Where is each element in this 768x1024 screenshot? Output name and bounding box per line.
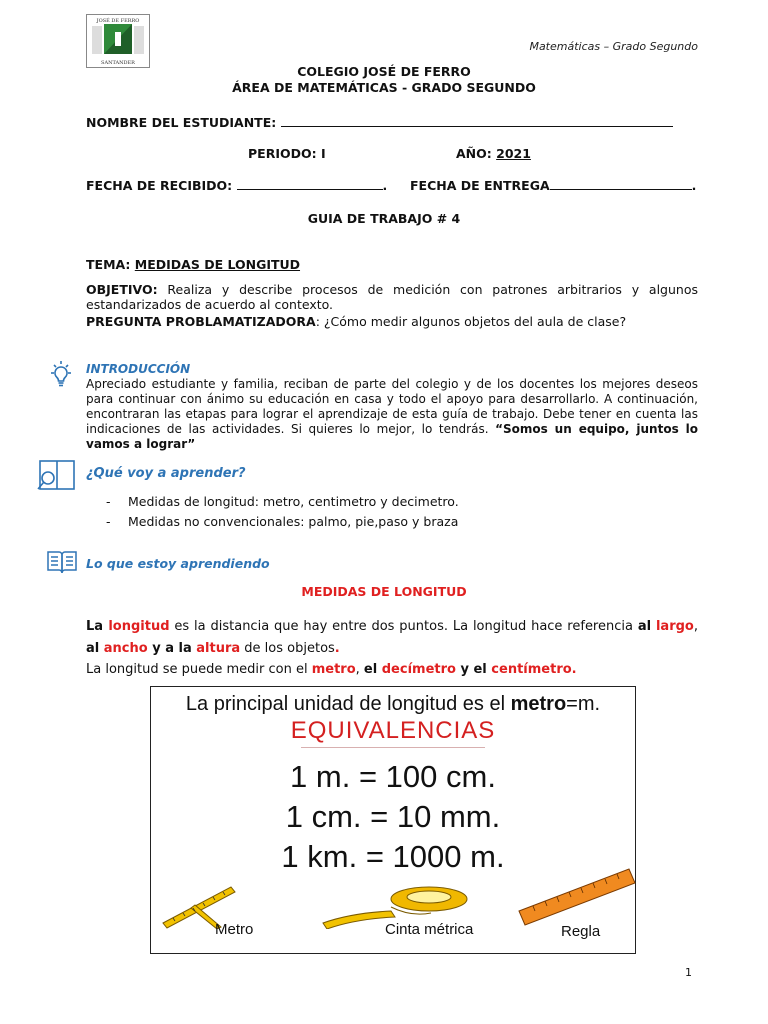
year-row [456,146,531,161]
word-ancho: ancho [103,641,148,656]
tool-label-tape: Cinta métrica [385,921,474,938]
question-label: PREGUNTA PROBLAMATIZADORA [86,314,316,329]
learn-item-2: Medidas no convencionales: palmo, pie,paso y braza [128,514,459,529]
p2-text: La longitud se puede medir con el [86,662,312,677]
objective-label: OBJETIVO: [86,282,158,297]
received-date-label: FECHA DE RECIBIDO: [86,178,233,193]
equivalencias-divider [301,747,485,748]
word-centimetro: centímetro [491,662,572,677]
equivalence-3: 1 km. = 1000 m. [281,839,505,874]
year-value: 2021 [496,146,531,161]
dates-row: FECHA DE RECIBIDO: . FECHA DE ENTREGA . [86,178,697,193]
topic-value: MEDIDAS DE LONGITUD [134,257,301,272]
list-item: - Medidas de longitud: metro, centimetro y decimetro. [106,494,459,509]
tool-label-regla: Regla [561,923,601,940]
intro-motto: “Somos un equipo, juntos lo vamos a lograr” [86,422,699,451]
main-unit-metro: metro [510,693,567,715]
longitud-definition [86,616,698,660]
equivalence-1: 1 m. = 100 cm. [290,759,496,794]
equivalence-2: 1 cm. = 10 mm. [285,799,501,834]
p2-el: el [363,662,382,677]
p1-dot: . [334,641,340,656]
objective-paragraph [86,282,698,312]
p2-comma: , [355,662,364,677]
objective-text: Realiza y describe procesos de medición con patrones arbitrarios y algunos estandarizados de acuerdo al contexto. [86,282,698,312]
word-altura: altura [196,641,241,656]
learn-heading: ¿Qué voy a aprender? [86,466,246,481]
topic-label: TEMA: [86,257,131,272]
main-unit-text: La principal unidad de longitud es el [185,693,511,715]
section-title: MEDIDAS DE LONGITUD [301,584,467,599]
equivalences-box [150,686,636,954]
logo-text-bottom: SANTANDER [101,60,135,66]
period-label: PERIODO: I [248,146,326,161]
student-name-row [86,114,673,130]
question-paragraph [86,314,698,329]
delivery-date-label: FECHA DE ENTREGA [410,178,550,193]
equivalencias-heading: EQUIVALENCIAS [290,717,496,744]
intro-text: Apreciado estudiante y familia, reciban de parte del colegio y de los docentes los mejores deseos para continuar con ánimo su educación en casa y todo el apoyo para desarrollarlo. A continuación, encontraran las etapas para lograr el aprendizaje de esta guía de trabajo. Debe tener en cuenta las indicaciones de las actividades. Si quieres lo mejor, lo tendrás. [86,377,698,436]
page-number: 1 [685,966,692,979]
year-label: AÑO: [456,146,492,161]
intro-paragraph [86,377,698,452]
p2-el2: el [473,662,492,677]
school-logo [86,14,150,68]
question-text: : ¿Cómo medir algunos objetos del aula de clase? [315,314,627,329]
measure-sentence [86,662,698,677]
ruler-icon [517,867,637,931]
p1-al2: al [86,641,104,656]
header-subject: Matemáticas – Grado Segundo [529,40,698,53]
topic-row [86,257,300,272]
p2-dot: . [571,662,577,677]
school-name: COLEGIO JOSÉ DE FERRO [297,64,471,79]
p2-y: y [455,662,474,677]
word-metro: metro [311,662,356,677]
received-date-blank[interactable] [237,177,383,190]
main-unit-symbol: =m. [566,693,601,715]
learn-item-1: Medidas de longitud: metro, centimetro y decimetro. [128,494,459,509]
open-book-icon [46,548,78,580]
logo-text-top: JOSÉ DE FERRO [96,18,140,24]
word-longitud: longitud [108,619,170,634]
guide-title: GUIA DE TRABAJO # 4 [307,211,461,226]
word-largo: largo [655,619,694,634]
main-unit-sentence [151,693,635,716]
intro-heading: INTRODUCCIÓN [86,362,191,376]
book-search-icon [36,458,78,498]
student-name-label: NOMBRE DEL ESTUDIANTE: [86,115,277,130]
p1-end: de los objetos [240,641,335,656]
lightbulb-icon [46,360,76,394]
p1-text: es la distancia que hay entre dos puntos. La longitud hace referencia [169,619,638,634]
tool-label-metro: Metro [215,921,254,938]
p1-la: La [86,619,109,634]
list-item: - Medidas no convencionales: palmo, pie,paso y braza [106,514,459,529]
p1-comma: , [693,619,698,634]
student-name-blank[interactable] [281,114,673,127]
learning-heading: Lo que estoy aprendiendo [86,556,270,571]
p1-ya: y a la [147,641,197,656]
delivery-date-blank[interactable] [550,177,692,190]
learn-list [106,492,459,532]
word-decimetro: decímetro [381,662,456,677]
p1-al: al [637,619,652,634]
area-title: ÁREA DE MATEMÁTICAS - GRADO SEGUNDO [232,80,536,95]
